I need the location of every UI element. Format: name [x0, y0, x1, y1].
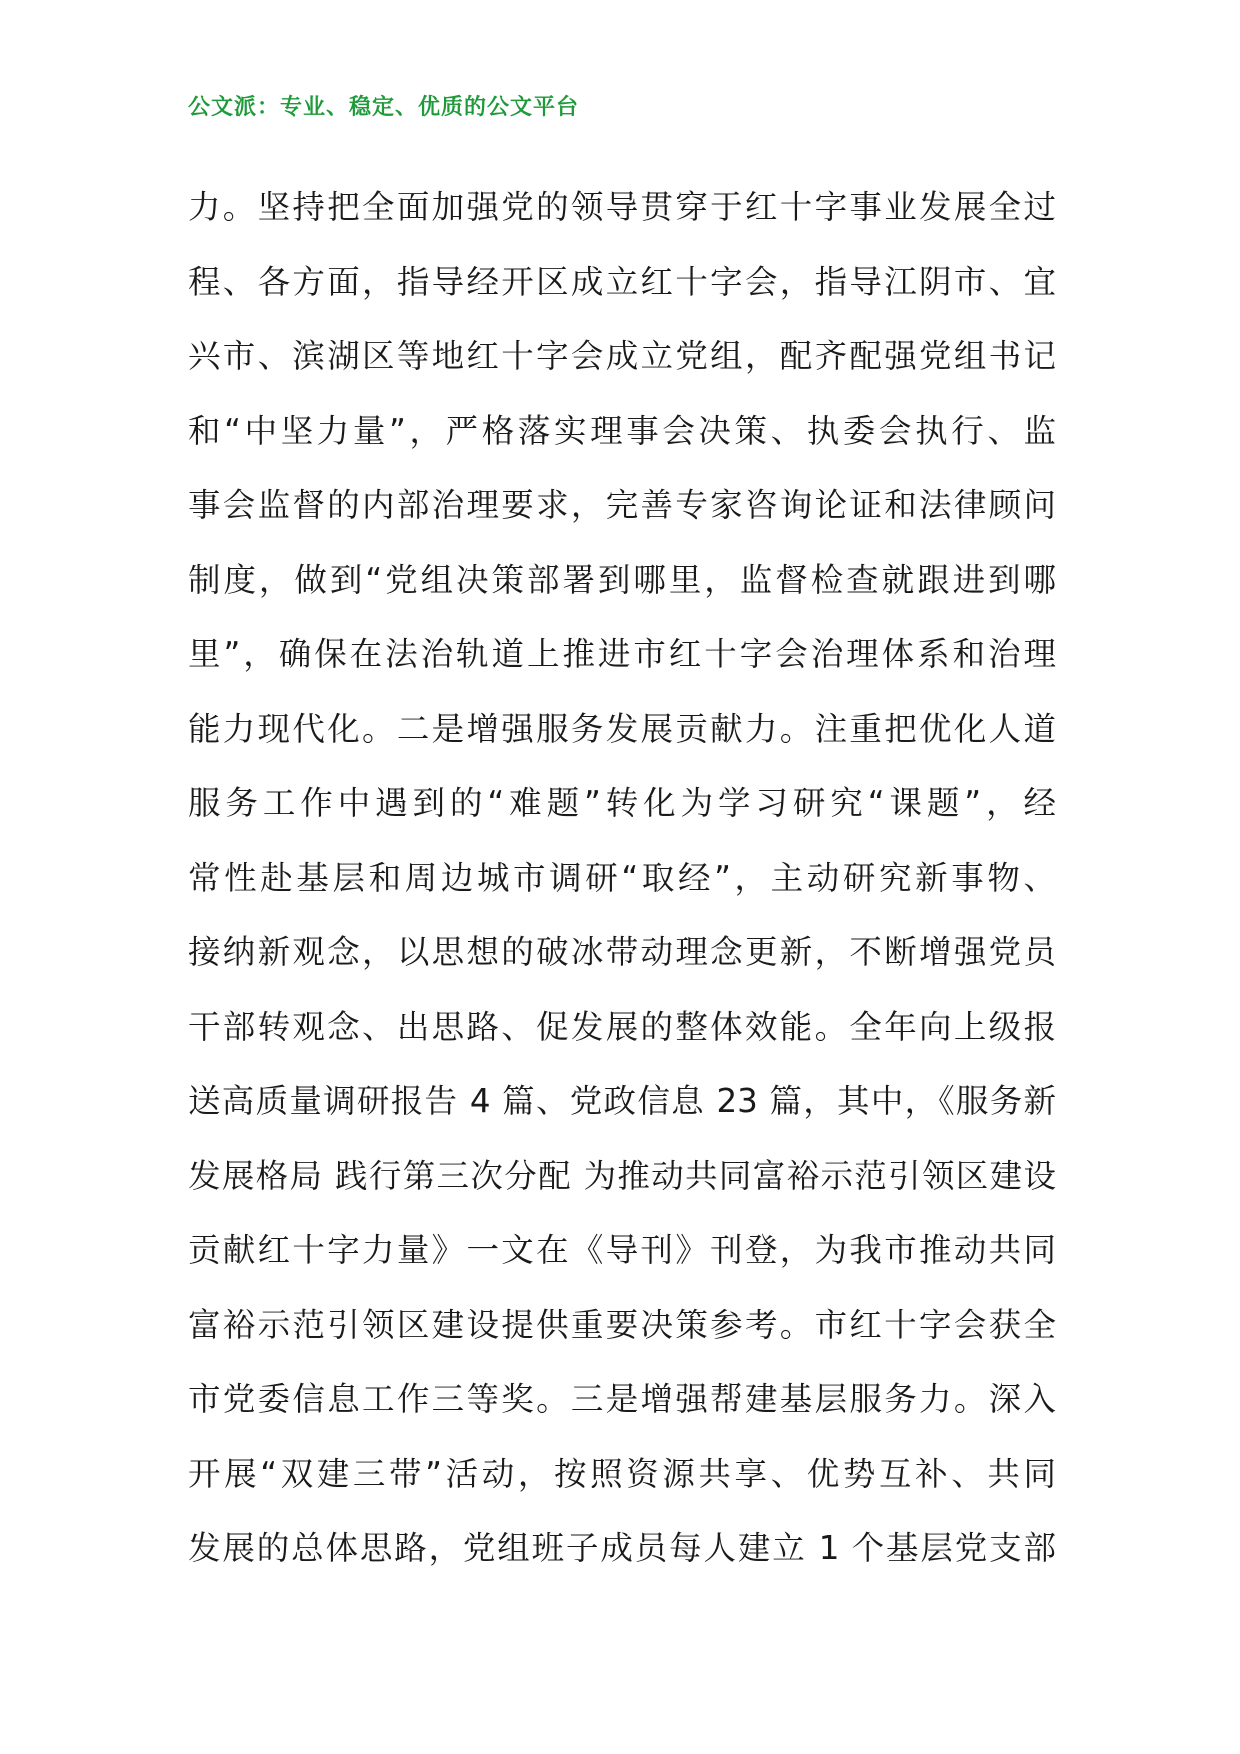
text-line: 市党委信息工作三等奖。三是增强帮建基层服务力。深入	[188, 1380, 1056, 1418]
text-line: 接纳新观念，以思想的破冰带动理念更新，不断增强党员	[188, 933, 1056, 971]
text-line: 服务工作中遇到的“难题”转化为学习研究“课题”，经	[188, 784, 1056, 822]
text-line: 干部转观念、出思路、促发展的整体效能。全年向上级报	[188, 1007, 1056, 1046]
text-line: 兴市、滨湖区等地红十字会成立党组，配齐配强党组书记	[188, 337, 1056, 375]
text-line: 力。坚持把全面加强党的领导贯穿于红十字事业发展全过	[188, 188, 1056, 226]
text-line: 送高质量调研报告 4 篇、党政信息 23 篇，其中，《服务新	[188, 1082, 1056, 1120]
text-line: 发展格局 践行第三次分配 为推动共同富裕示范引领区建设	[188, 1156, 1056, 1195]
page-header: 公文派：专业、稳定、优质的公文平台	[188, 95, 580, 120]
text-line: 程、各方面，指导经开区成立红十字会，指导江阴市、宜	[188, 262, 1056, 301]
text-line: 能力现代化。二是增强服务发展贡献力。注重把优化人道	[188, 709, 1056, 748]
text-line: 开展“双建三带”活动，按照资源共享、优势互补、共同	[188, 1454, 1056, 1493]
text-line: 富裕示范引领区建设提供重要决策参考。市红十字会获全	[188, 1305, 1056, 1344]
text-line: 常性赴基层和周边城市调研“取经”，主动研究新事物、	[188, 858, 1056, 897]
text-line: 贡献红十字力量》一文在《导刊》刊登，为我市推动共同	[188, 1231, 1056, 1269]
text-line: 发展的总体思路，党组班子成员每人建立 1 个基层党支部	[188, 1529, 1056, 1567]
text-line: 和“中坚力量”，严格落实理事会决策、执委会执行、监	[188, 411, 1056, 450]
text-line: 里”，确保在法治轨道上推进市红十字会治理体系和治理	[188, 635, 1056, 673]
document-body	[188, 170, 1056, 1586]
text-line: 制度，做到“党组决策部署到哪里，监督检查就跟进到哪	[188, 560, 1056, 599]
text-line: 事会监督的内部治理要求，完善专家咨询论证和法律顾问	[188, 486, 1056, 524]
